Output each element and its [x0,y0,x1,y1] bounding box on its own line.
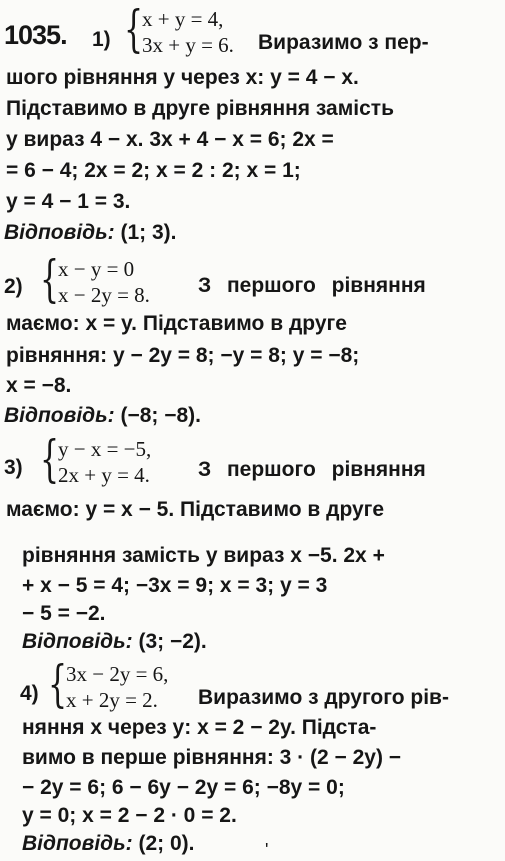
text-line: З першого рівняння [198,274,426,297]
text-line: рівняння: y − 2y = 8; −y = 8; y = −8; [6,344,360,367]
system-equation-1: x + y = 4, [142,7,224,31]
text-line: y = 0; x = 2 − 2 · 0 = 2. [22,804,237,827]
system-brace: { [124,0,144,58]
text-line: + x − 5 = 4; −3x = 9; x = 3; y = 3 [22,574,328,597]
part-3-label: 3) [4,456,23,479]
problem-number: 1035. [4,20,67,50]
answer-value: (1; 3). [120,221,177,244]
text-line: шого рівняння y через x: y = 4 − x. [6,66,359,89]
text-line: Підставимо в друге рівняння замість [6,97,394,120]
answer-label: Відповідь: [4,404,115,427]
system-equation-1: 3x − 2y = 6, [66,662,169,686]
answer-value: (3; −2). [138,630,207,653]
text-line: = 6 − 4; 2x = 2; x = 2 : 2; x = 1; [6,159,301,182]
text-line: Виразимо з другого рів- [198,686,449,709]
answer-line [22,832,194,856]
system-brace: { [40,250,60,308]
text-line: − 2y = 6; 6 − 6y − 2y = 6; −8y = 0; [22,776,345,799]
text-line: маємо: y = x − 5. Підставимо в друге [6,498,385,521]
system-brace: { [40,430,60,488]
system-equation-2: 2x + y = 4. [58,463,150,487]
text-line: y вираз 4 − x. 3x + 4 − x = 6; 2x = [6,128,334,151]
print-speck: ' [265,840,269,860]
answer-line [4,404,201,428]
answer-value: (−8; −8). [120,404,201,427]
text-line: рівняння замість y вираз x −5. 2x + [22,544,385,567]
text-line: маємо: x = y. Підставимо в друге [6,312,347,335]
answer-line [22,630,207,654]
text-line: x = −8. [6,374,72,397]
text-line: y = 4 − 1 = 3. [6,190,131,213]
system-equation-2: 3x + y = 6. [142,33,234,57]
part-1-label: 1) [92,28,111,51]
text-line: З першого рівняння [198,458,426,481]
answer-label: Відповідь: [22,630,133,653]
system-equation-2: x + 2y = 2. [66,688,158,712]
text-line: Виразимо з пер- [258,31,429,54]
part-2-label: 2) [4,275,23,298]
system-equation-2: x − 2y = 8. [58,283,150,307]
system-brace: { [48,655,68,713]
answer-label: Відповідь: [4,221,115,244]
system-equation-1: x − y = 0 [58,257,135,281]
system-equation-1: y − x = −5, [58,437,152,461]
text-line: − 5 = −2. [22,602,106,625]
text-line: няння x через y: x = 2 − 2y. Підста- [22,716,377,739]
text-line: вимо в перше рівняння: 3 · (2 − 2y) − [22,746,402,769]
answer-line [4,221,176,245]
answer-label: Відповідь: [22,832,133,855]
part-4-label: 4) [20,682,39,705]
answer-value: (2; 0). [138,832,195,855]
